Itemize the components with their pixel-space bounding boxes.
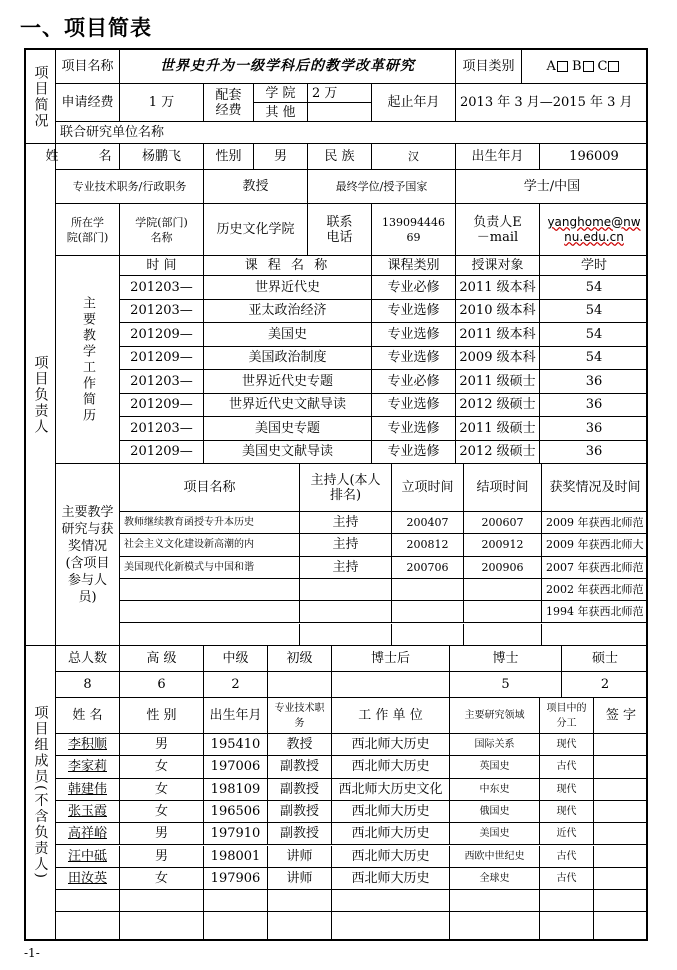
members-cell: 英国史 bbox=[450, 756, 540, 778]
members-count-header-1: 高 级 bbox=[120, 646, 204, 672]
members-count-header-0: 总人数 bbox=[56, 646, 120, 672]
section-heading: 一、项目简表 bbox=[20, 15, 152, 40]
members-cell: 副教授 bbox=[268, 823, 332, 845]
teaching-cell: 54 bbox=[540, 323, 648, 347]
page-number: -1- bbox=[24, 946, 40, 960]
teaching-cell: 专业选修 bbox=[372, 323, 456, 347]
teaching-cell: 201203— bbox=[120, 300, 204, 324]
research-cell bbox=[120, 579, 300, 601]
teaching-cell: 36 bbox=[540, 370, 648, 394]
project-summary-form bbox=[24, 48, 648, 941]
research-header-3: 结项时间 bbox=[464, 464, 542, 512]
members-cell: 西北师大历史 bbox=[332, 801, 450, 823]
members-cell: 现代 bbox=[540, 801, 594, 823]
members-cell bbox=[204, 890, 268, 912]
teaching-cell: 2011 级硕士 bbox=[456, 370, 540, 394]
members-count-header-4: 博士后 bbox=[332, 646, 450, 672]
members-cell bbox=[540, 912, 594, 939]
teaching-side-label: 主要教学工作简历 bbox=[56, 256, 120, 464]
teaching-cell: 36 bbox=[540, 441, 648, 465]
match-other-value bbox=[308, 103, 372, 122]
teaching-cell: 2012 级硕士 bbox=[456, 394, 540, 418]
members-header-3: 专业技术职务 bbox=[268, 698, 332, 734]
members-cell bbox=[594, 823, 648, 845]
members-cell: 古代 bbox=[540, 756, 594, 778]
teaching-cell: 专业选修 bbox=[372, 417, 456, 441]
teaching-cell: 36 bbox=[540, 417, 648, 441]
members-cell: 西北师大历史 bbox=[332, 734, 450, 756]
members-cell: 男 bbox=[120, 846, 204, 868]
leader-dept: 历史文化学院 bbox=[204, 204, 308, 256]
members-count-value-1: 6 bbox=[120, 672, 204, 698]
members-cell: 讲师 bbox=[268, 868, 332, 890]
teaching-cell: 亚太政治经济 bbox=[204, 300, 372, 324]
research-cell bbox=[392, 624, 464, 646]
research-cell: 200407 bbox=[392, 512, 464, 534]
teaching-cell: 美国政治制度 bbox=[204, 347, 372, 371]
match-other-label: 其 他 bbox=[254, 103, 308, 122]
members-cell: 西北师大历史 bbox=[332, 823, 450, 845]
teaching-cell: 54 bbox=[540, 347, 648, 371]
teaching-cell: 2011 级本科 bbox=[456, 276, 540, 300]
members-cell bbox=[594, 912, 648, 939]
research-cell bbox=[542, 624, 648, 646]
teaching-cell: 2010 级本科 bbox=[456, 300, 540, 324]
teaching-cell: 201203— bbox=[120, 370, 204, 394]
type-c-label: C bbox=[597, 59, 608, 74]
members-cell bbox=[594, 890, 648, 912]
teaching-cell: 专业选修 bbox=[372, 300, 456, 324]
research-cell bbox=[392, 601, 464, 623]
side-label-leader: 项目负责人 bbox=[26, 144, 56, 646]
side-label-members: 项目组成员(不含负责人) bbox=[26, 646, 56, 939]
members-cell: 男 bbox=[120, 734, 204, 756]
research-cell: 主持 bbox=[300, 557, 392, 579]
research-cell: 200706 bbox=[392, 557, 464, 579]
members-cell: 古代 bbox=[540, 868, 594, 890]
match-college-label: 学 院 bbox=[254, 84, 308, 103]
research-header-2: 立项时间 bbox=[392, 464, 464, 512]
members-cell: 西北师大历史 bbox=[332, 868, 450, 890]
members-cell: 西欧中世纪史 bbox=[450, 846, 540, 868]
teaching-cell: 201209— bbox=[120, 323, 204, 347]
teaching-header-2: 课程类别 bbox=[372, 256, 456, 276]
project-name-label: 项目名称 bbox=[56, 50, 120, 84]
members-cell: 高祥峪 bbox=[56, 823, 120, 845]
leader-gender-label: 性别 bbox=[204, 144, 254, 170]
members-cell: 副教授 bbox=[268, 756, 332, 778]
type-a-checkbox bbox=[557, 61, 568, 72]
research-cell: 2009 年获西北师大 bbox=[542, 534, 648, 556]
project-type-options bbox=[522, 50, 648, 84]
research-cell: 主持 bbox=[300, 534, 392, 556]
leader-phone: 13909444669 bbox=[372, 204, 456, 256]
research-header-4: 获奖情况及时间 bbox=[542, 464, 648, 512]
members-count-value-5: 5 bbox=[450, 672, 562, 698]
leader-degree-label: 最终学位/授予国家 bbox=[308, 170, 456, 204]
members-cell: 197906 bbox=[204, 868, 268, 890]
members-cell: 现代 bbox=[540, 734, 594, 756]
members-cell: 198001 bbox=[204, 846, 268, 868]
research-side-label: 主要教学研究与获奖情况(含项目参与人员) bbox=[56, 464, 120, 646]
members-count-header-5: 博士 bbox=[450, 646, 562, 672]
members-cell: 李积顺 bbox=[56, 734, 120, 756]
teaching-header-4: 学时 bbox=[540, 256, 648, 276]
teaching-cell: 201209— bbox=[120, 441, 204, 465]
joint-unit-value bbox=[200, 122, 648, 144]
leader-phone-label: 联系电话 bbox=[308, 204, 372, 256]
leader-ethnic-label: 民 族 bbox=[308, 144, 372, 170]
research-cell: 200607 bbox=[464, 512, 542, 534]
members-header-1: 性 别 bbox=[120, 698, 204, 734]
teaching-cell: 2011 级硕士 bbox=[456, 417, 540, 441]
funds-value: 1 万 bbox=[120, 84, 204, 122]
members-cell: 女 bbox=[120, 868, 204, 890]
teaching-cell: 36 bbox=[540, 394, 648, 418]
members-cell bbox=[120, 890, 204, 912]
research-cell bbox=[464, 601, 542, 623]
teaching-cell: 世界近代史专题 bbox=[204, 370, 372, 394]
leader-name-label: 姓 名 bbox=[56, 144, 120, 170]
leader-degree: 学士/中国 bbox=[456, 170, 648, 204]
research-cell: 200906 bbox=[464, 557, 542, 579]
leader-title: 教授 bbox=[204, 170, 308, 204]
research-cell: 社会主义文化建设新高潮的内 bbox=[120, 534, 300, 556]
members-cell bbox=[56, 912, 120, 939]
teaching-header-3: 授课对象 bbox=[456, 256, 540, 276]
match-college-value: 2 万 bbox=[308, 84, 372, 103]
research-cell bbox=[392, 579, 464, 601]
members-cell bbox=[594, 756, 648, 778]
research-cell bbox=[464, 624, 542, 646]
members-cell bbox=[268, 912, 332, 939]
research-cell bbox=[300, 579, 392, 601]
members-cell: 西北师大历史文化 bbox=[332, 779, 450, 801]
teaching-cell: 专业必修 bbox=[372, 370, 456, 394]
members-count-value-4 bbox=[332, 672, 450, 698]
research-cell bbox=[300, 601, 392, 623]
members-count-header-6: 硕士 bbox=[562, 646, 648, 672]
members-cell bbox=[204, 912, 268, 939]
research-cell bbox=[120, 601, 300, 623]
period-label: 起止年月 bbox=[372, 84, 456, 122]
members-cell bbox=[120, 912, 204, 939]
members-cell: 197910 bbox=[204, 823, 268, 845]
match-funds-label: 配套经费 bbox=[204, 84, 254, 122]
research-cell bbox=[300, 624, 392, 646]
leader-dept-label: 学院(部门)名称 bbox=[120, 204, 204, 256]
members-header-7: 签 字 bbox=[594, 698, 648, 734]
leader-title-label: 专业技术职务/行政职务 bbox=[56, 170, 204, 204]
members-cell bbox=[450, 912, 540, 939]
members-cell bbox=[594, 846, 648, 868]
leader-email[interactable]: yanghome@nwnu.edu.cn bbox=[540, 204, 648, 256]
members-cell: 中东史 bbox=[450, 779, 540, 801]
teaching-cell: 54 bbox=[540, 300, 648, 324]
teaching-cell: 201209— bbox=[120, 347, 204, 371]
members-cell: 古代 bbox=[540, 846, 594, 868]
members-header-5: 主要研究领域 bbox=[450, 698, 540, 734]
joint-unit-label: 联合研究单位名称 bbox=[56, 122, 200, 144]
teaching-cell: 美国史专题 bbox=[204, 417, 372, 441]
research-cell: 1994 年获西北师范 bbox=[542, 601, 648, 623]
leader-birth: 196009 bbox=[540, 144, 648, 170]
members-cell: 副教授 bbox=[268, 801, 332, 823]
members-count-header-3: 初级 bbox=[268, 646, 332, 672]
research-cell: 2009 年获西北师范 bbox=[542, 512, 648, 534]
research-cell: 200912 bbox=[464, 534, 542, 556]
research-cell: 2007 年获西北师范 bbox=[542, 557, 648, 579]
members-count-header-2: 中级 bbox=[204, 646, 268, 672]
members-cell: 男 bbox=[120, 823, 204, 845]
research-cell bbox=[120, 624, 300, 646]
members-cell bbox=[268, 890, 332, 912]
project-type-label: 项目类别 bbox=[456, 50, 522, 84]
teaching-cell: 2012 级硕士 bbox=[456, 441, 540, 465]
research-header-1: 主持人(本人排名) bbox=[300, 464, 392, 512]
members-cell bbox=[450, 890, 540, 912]
leader-name: 杨鹏飞 bbox=[120, 144, 204, 170]
teaching-cell: 2009 级本科 bbox=[456, 347, 540, 371]
teaching-header-1: 课 程 名 称 bbox=[204, 256, 372, 276]
funds-label: 申请经费 bbox=[56, 84, 120, 122]
members-cell: 女 bbox=[120, 756, 204, 778]
research-cell: 主持 bbox=[300, 512, 392, 534]
research-cell: 2002 年获西北师范 bbox=[542, 579, 648, 601]
members-cell bbox=[594, 779, 648, 801]
members-cell: 美国史 bbox=[450, 823, 540, 845]
leader-ethnic: 汉 bbox=[372, 144, 456, 170]
type-a-label: A bbox=[546, 59, 556, 74]
project-name: 世界史升为一级学科后的教学改革研究 bbox=[120, 50, 456, 84]
research-cell: 美国现代化新模式与中国和谐 bbox=[120, 557, 300, 579]
members-cell: 田汝英 bbox=[56, 868, 120, 890]
teaching-cell: 世界近代史文献导读 bbox=[204, 394, 372, 418]
teaching-cell: 2011 级本科 bbox=[456, 323, 540, 347]
teaching-header-0: 时 间 bbox=[120, 256, 204, 276]
members-cell: 西北师大历史 bbox=[332, 756, 450, 778]
members-cell: 西北师大历史 bbox=[332, 846, 450, 868]
members-cell: 张玉霞 bbox=[56, 801, 120, 823]
members-cell: 195410 bbox=[204, 734, 268, 756]
members-cell bbox=[332, 912, 450, 939]
members-count-value-2: 2 bbox=[204, 672, 268, 698]
leader-birth-label: 出生年月 bbox=[456, 144, 540, 170]
members-cell: 韩建伟 bbox=[56, 779, 120, 801]
leader-college-label: 所在学院(部门) bbox=[56, 204, 120, 256]
members-cell bbox=[56, 890, 120, 912]
type-b-checkbox bbox=[583, 61, 594, 72]
research-header-0: 项目名称 bbox=[120, 464, 300, 512]
members-cell: 近代 bbox=[540, 823, 594, 845]
teaching-cell: 201203— bbox=[120, 276, 204, 300]
members-cell: 女 bbox=[120, 801, 204, 823]
members-cell: 李家莉 bbox=[56, 756, 120, 778]
members-header-6: 项目中的分工 bbox=[540, 698, 594, 734]
members-cell: 现代 bbox=[540, 779, 594, 801]
research-cell bbox=[464, 579, 542, 601]
teaching-cell: 54 bbox=[540, 276, 648, 300]
members-count-value-6: 2 bbox=[562, 672, 648, 698]
side-label-brief: 项目简况 bbox=[26, 50, 56, 144]
members-cell: 197006 bbox=[204, 756, 268, 778]
teaching-cell: 美国史文献导读 bbox=[204, 441, 372, 465]
members-cell bbox=[332, 890, 450, 912]
members-cell: 全球史 bbox=[450, 868, 540, 890]
type-b-label: B bbox=[571, 59, 582, 74]
members-count-value-3 bbox=[268, 672, 332, 698]
leader-email-label: 负责人E－mail bbox=[456, 204, 540, 256]
members-header-0: 姓 名 bbox=[56, 698, 120, 734]
teaching-cell: 201209— bbox=[120, 394, 204, 418]
members-cell bbox=[540, 890, 594, 912]
members-cell: 汪中砥 bbox=[56, 846, 120, 868]
members-cell bbox=[594, 801, 648, 823]
members-cell: 俄国史 bbox=[450, 801, 540, 823]
members-cell: 教授 bbox=[268, 734, 332, 756]
leader-gender: 男 bbox=[254, 144, 308, 170]
research-cell: 教师继续教育函授专升本历史 bbox=[120, 512, 300, 534]
teaching-cell: 专业选修 bbox=[372, 394, 456, 418]
members-cell bbox=[594, 734, 648, 756]
teaching-cell: 世界近代史 bbox=[204, 276, 372, 300]
members-header-2: 出生年月 bbox=[204, 698, 268, 734]
teaching-cell: 美国史 bbox=[204, 323, 372, 347]
members-cell: 副教授 bbox=[268, 779, 332, 801]
members-cell: 女 bbox=[120, 779, 204, 801]
teaching-cell: 专业选修 bbox=[372, 441, 456, 465]
members-cell: 196506 bbox=[204, 801, 268, 823]
members-header-4: 工 作 单 位 bbox=[332, 698, 450, 734]
members-cell: 198109 bbox=[204, 779, 268, 801]
teaching-cell: 专业选修 bbox=[372, 347, 456, 371]
members-cell bbox=[594, 868, 648, 890]
members-count-value-0: 8 bbox=[56, 672, 120, 698]
type-c-checkbox bbox=[608, 61, 619, 72]
members-cell: 国际关系 bbox=[450, 734, 540, 756]
period-value: 2013 年 3 月—2015 年 3 月 bbox=[456, 84, 648, 122]
teaching-cell: 201203— bbox=[120, 417, 204, 441]
members-cell: 讲师 bbox=[268, 846, 332, 868]
research-cell: 200812 bbox=[392, 534, 464, 556]
teaching-cell: 专业必修 bbox=[372, 276, 456, 300]
